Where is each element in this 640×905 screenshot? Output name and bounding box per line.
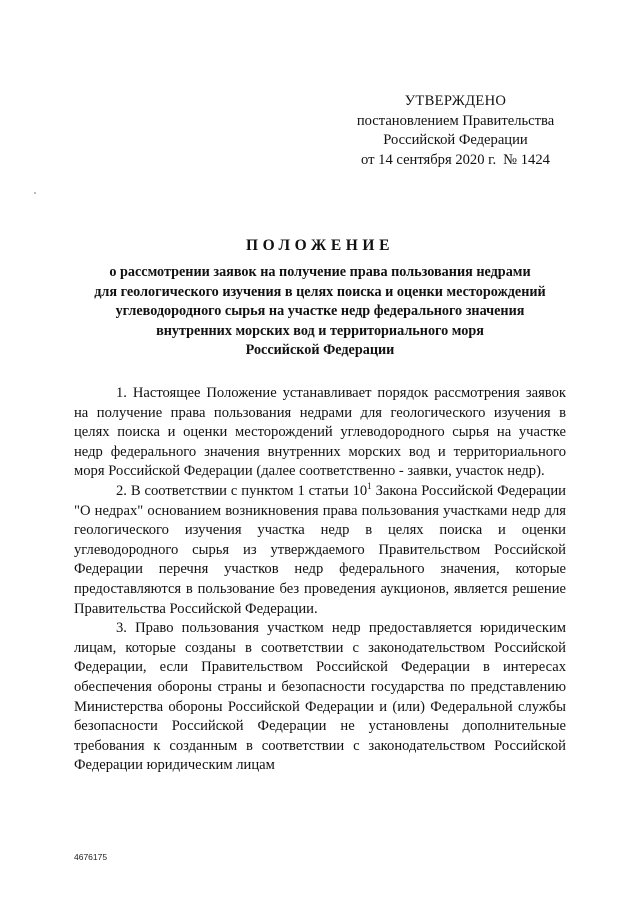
decree-date: от 14 сентября 2020 г. bbox=[361, 151, 497, 168]
scan-speck bbox=[34, 192, 36, 194]
decree-line bbox=[338, 151, 573, 171]
subtitle-line-2: для геологического изучения в целях поиска и оценки месторождений bbox=[94, 283, 546, 300]
approval-block bbox=[338, 92, 573, 170]
footer-document-code: 4676175 bbox=[74, 852, 108, 862]
subtitle-line-1: о рассмотрении заявок на получение права пользования недрами bbox=[109, 264, 531, 280]
paragraph-2 bbox=[74, 482, 566, 619]
subtitle-line-3: углеводородного сырья на участке недр федерального значения bbox=[115, 303, 525, 320]
paragraph-1: 1. Настоящее Положение устанавливает порядок рассмотрения заявок на получение права пользования недрами для геологического изучения в целях поиска и оценки месторождений углеводородного сырья на участке недр федерального значения внутренних морских вод и территориального моря Российской Федерации (далее соответственно - заявки, участок недр). bbox=[74, 385, 566, 480]
document-body bbox=[74, 384, 566, 776]
approval-line-1: постановлением Правительства bbox=[356, 112, 555, 129]
paragraph-2-rest: Закона Российской Федерации "О недрах" основанием возникновения права пользования участками недр для геологического изучения участка недр в целях поиска и оценки углеводородного сырья из утверждаемого Правительством Российской Федерации перечня участков недр федерального значения, которые предоставляются в пользование без проведения аукционов, является решение Правительства Российской Федерации. bbox=[74, 482, 566, 617]
document-subtitle bbox=[60, 263, 580, 361]
subtitle-line-4: внутренних морских вод и территориального моря bbox=[156, 322, 484, 339]
approval-stamp: УТВЕРЖДЕНО bbox=[404, 93, 507, 109]
approval-line-2: Российской Федерации bbox=[383, 132, 528, 148]
decree-number: № 1424 bbox=[503, 151, 550, 168]
document-title: ПОЛОЖЕНИЕ bbox=[245, 237, 395, 254]
article-superscript: 1 bbox=[367, 480, 372, 491]
paragraph-3: 3. Право пользования участком недр предоставляется юридическим лицам, которые созданы в соответствии с законодательством Российской Федерации, если Правительством Российской Федерации в интересах обеспечения обороны страны и безопасности государства по представлению Министерства обороны Российской Федерации и (или) Федеральной службы безопасности Российской Федерации не установлены дополнительные требования к созданным в соответствии с законодательством Российской Федерации юридическим лицам bbox=[74, 620, 566, 774]
subtitle-line-5: Российской Федерации bbox=[245, 342, 395, 359]
paragraph-2-start: 2. В соответствии с пунктом 1 статьи 10 bbox=[116, 482, 368, 499]
